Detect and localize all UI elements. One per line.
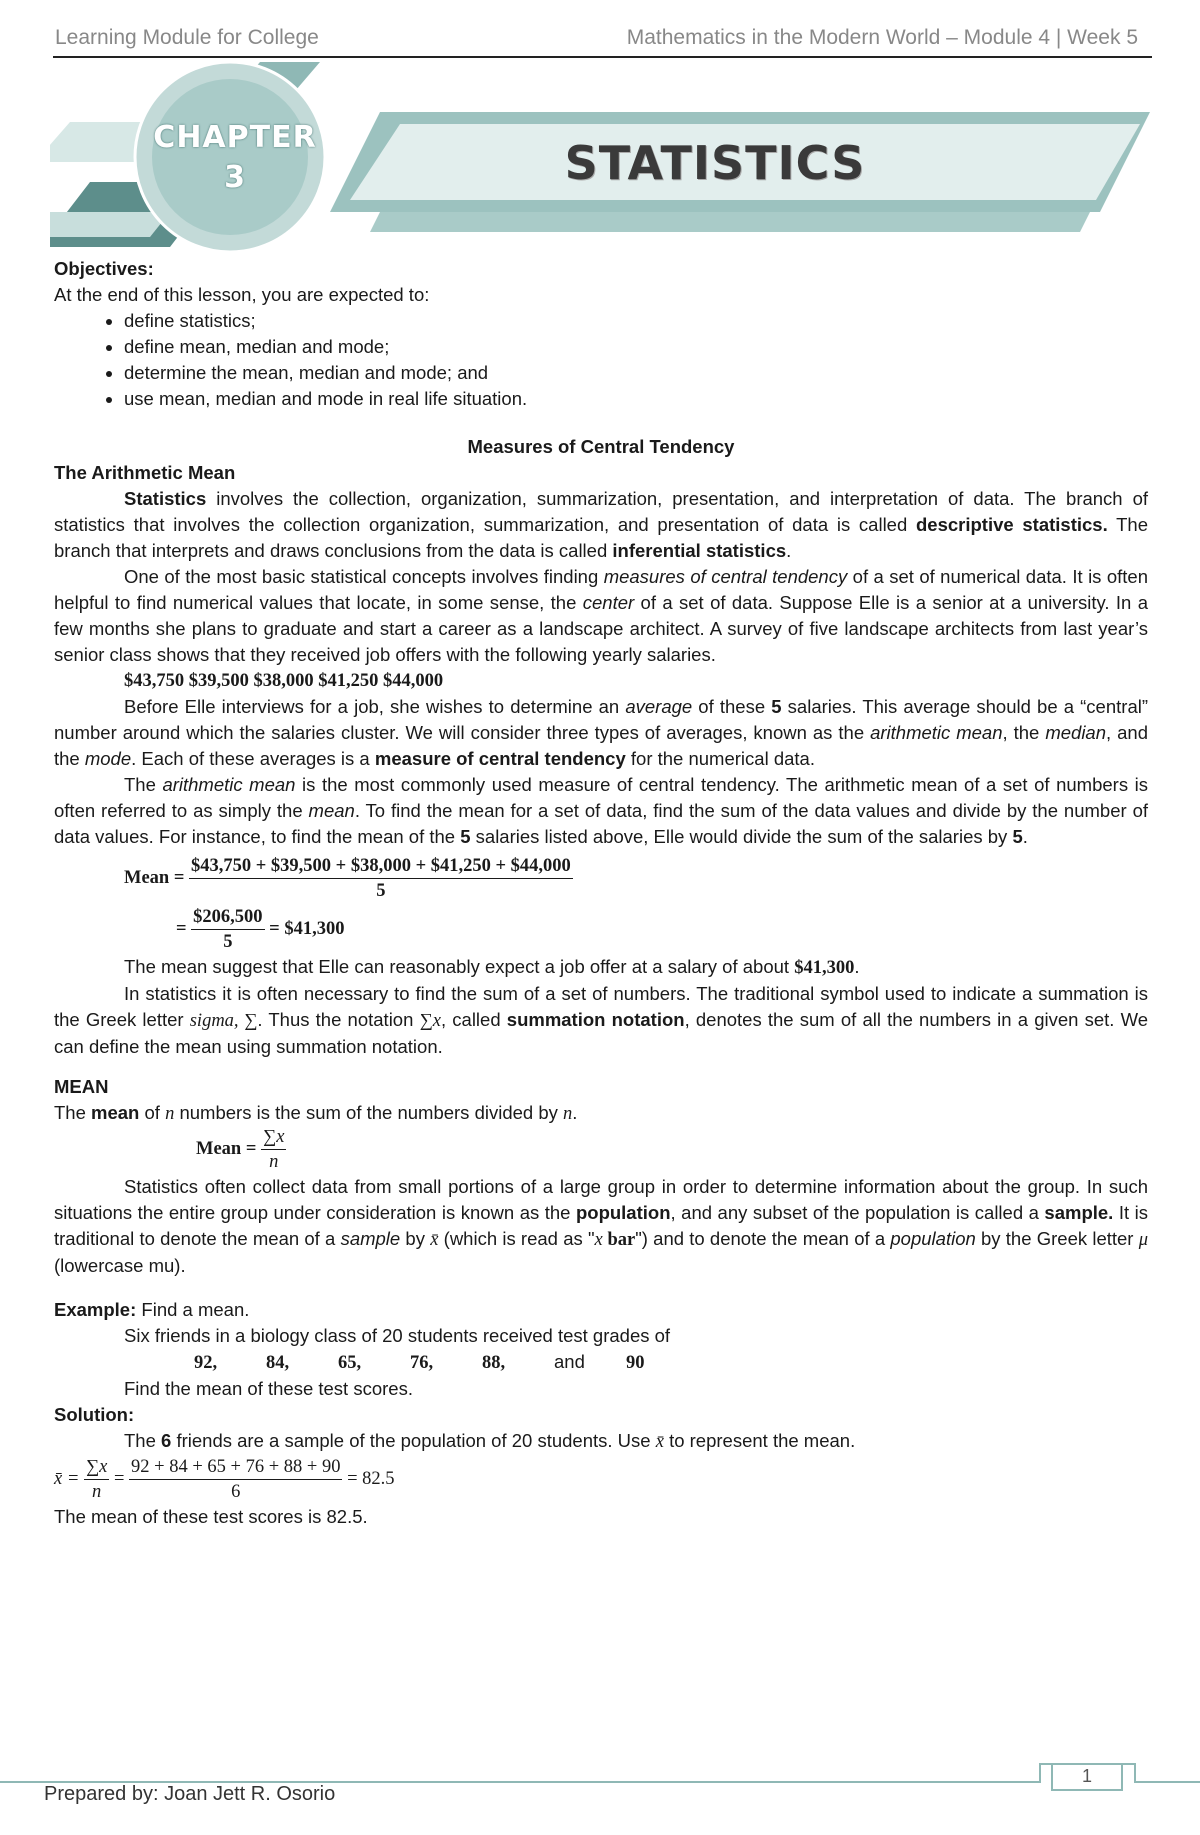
text-span: . bbox=[572, 1102, 578, 1123]
chapter-badge-text bbox=[145, 118, 325, 198]
equals-sign: = bbox=[113, 1468, 125, 1489]
text-span: Statistics often collect data from small portions of a large group in order to determine information about the group. In such situations the entire group under consideration is known as the bbox=[54, 1176, 1148, 1223]
objective-item: • determine the mean, median and mode; and bbox=[124, 360, 1148, 386]
text-span: of bbox=[139, 1102, 166, 1123]
equation-label: Mean = bbox=[124, 867, 185, 888]
score-value: 92, bbox=[194, 1353, 218, 1373]
objective-item: • define mean, median and mode; bbox=[124, 334, 1148, 360]
sum-fraction bbox=[191, 905, 264, 954]
number-six: 6 bbox=[161, 1430, 172, 1451]
variable-n: n bbox=[165, 1104, 175, 1124]
fraction-numerator: $206,500 bbox=[191, 905, 264, 930]
score-value: 88, bbox=[482, 1353, 506, 1373]
term-sigma: sigma, ∑ bbox=[189, 1011, 258, 1031]
fraction-denominator: n bbox=[92, 1482, 102, 1502]
symbol-mu: μ bbox=[1138, 1230, 1148, 1250]
symbol-x-bar: x̄ bbox=[655, 1432, 664, 1452]
term-mode: mode bbox=[84, 748, 132, 769]
text-span: of a set of numerical data. It is often helpful to find numerical values that locate, in some sense, the bbox=[54, 566, 1149, 613]
term-arithmetic-mean: arithmetic mean bbox=[162, 774, 296, 795]
term-descriptive: descriptive statistics. bbox=[915, 514, 1108, 535]
page-number: 1 bbox=[1081, 1766, 1092, 1786]
text-span: (which is read as " bbox=[438, 1228, 595, 1249]
fraction-numerator: ∑x bbox=[84, 1455, 109, 1480]
term-population-italic: population bbox=[890, 1228, 976, 1249]
text-span: , and the bbox=[54, 722, 1148, 769]
fraction-numerator: $43,750 + $39,500 + $38,000 + $41,250 + $44,000 bbox=[189, 854, 573, 879]
solution-conclusion: The mean of these test scores is 82.5. bbox=[54, 1506, 368, 1527]
text-span: friends are a sample of the population of 20 students. Use bbox=[171, 1430, 656, 1451]
example-label: Example: bbox=[54, 1299, 137, 1320]
text-span: , denotes the sum of all the numbers in a given set. We can define the mean using summation notation. bbox=[54, 1009, 1148, 1057]
text-span: . Thus the notation bbox=[257, 1009, 420, 1030]
scores-fraction bbox=[129, 1455, 342, 1504]
section-title: Measures of Central Tendency bbox=[467, 436, 735, 457]
text-span: (lowercase mu). bbox=[54, 1255, 186, 1276]
mean-formula bbox=[54, 1125, 1148, 1174]
example-scores bbox=[54, 1349, 1148, 1376]
solution-equation bbox=[54, 1455, 1148, 1504]
chapter-title: STATISTICS bbox=[564, 136, 866, 190]
objective-item: • define statistics; bbox=[124, 308, 1148, 334]
word-bar: bar bbox=[602, 1230, 636, 1250]
arithmetic-mean-heading: The Arithmetic Mean bbox=[54, 462, 236, 483]
sum-over-n-fraction bbox=[84, 1455, 109, 1504]
score-conjunction: and bbox=[554, 1351, 585, 1372]
equation-result: = $41,300 bbox=[269, 918, 345, 939]
text-span: salaries. This average should be a “central” number around which the salaries cluster. We will consider three types of averages, known as the bbox=[54, 696, 1148, 743]
symbol-x: x bbox=[594, 1230, 603, 1250]
objectives-heading: Objectives: bbox=[54, 258, 154, 279]
banner-ribbon-light-bottom bbox=[50, 212, 170, 237]
term-statistics: Statistics bbox=[124, 488, 207, 509]
term-measure-central: measure of central tendency bbox=[374, 748, 626, 769]
number-five: 5 bbox=[460, 826, 471, 847]
text-span: The bbox=[124, 774, 163, 795]
paragraph-central-tendency bbox=[54, 564, 1148, 668]
chapter-word: CHAPTER bbox=[153, 120, 317, 155]
mean-salary-equation bbox=[54, 854, 1148, 903]
text-span: , and any subset of the population is called a bbox=[670, 1202, 1045, 1223]
paragraph-arithmetic-mean bbox=[54, 772, 1148, 850]
text-span: by bbox=[400, 1228, 431, 1249]
text-span: The bbox=[124, 1430, 162, 1451]
text-span: salaries listed above, Elle would divide the sum of the salaries by bbox=[470, 826, 1013, 847]
score-value: 65, bbox=[338, 1353, 362, 1373]
fraction-denominator: n bbox=[269, 1152, 279, 1172]
equation-result: = 82.5 bbox=[347, 1468, 395, 1489]
text-span: is the most commonly used measure of central tendency. The arithmetic mean of a set of numbers is often referred to as simply the bbox=[54, 774, 1148, 821]
paragraph-population-sample bbox=[54, 1174, 1148, 1279]
mean-definition bbox=[54, 1100, 1148, 1127]
text-span: . bbox=[1022, 826, 1028, 847]
text-span: One of the most basic statistical concepts involves finding bbox=[124, 566, 604, 587]
fraction-denominator: 6 bbox=[231, 1482, 241, 1502]
objectives-intro: At the end of this lesson, you are expected to: bbox=[54, 284, 430, 305]
fraction-denominator: 5 bbox=[223, 932, 233, 952]
mean-heading: MEAN bbox=[54, 1076, 109, 1097]
number-five: 5 bbox=[1012, 826, 1023, 847]
score-value: 76, bbox=[410, 1353, 434, 1373]
term-population: population bbox=[575, 1202, 671, 1223]
term-center: center bbox=[582, 592, 635, 613]
text-span: involves the collection, organization, summarization, presentation, and interpretation of data. The branch of statistics that involves the collection organization, summarization, and presentation of data is called bbox=[54, 488, 1148, 535]
text-span: ") and to denote the mean of a bbox=[635, 1228, 891, 1249]
term-measures: measures of central tendency bbox=[603, 566, 848, 587]
text-span: . Each of these averages is a bbox=[131, 748, 375, 769]
term-inferential: inferential statistics bbox=[612, 540, 787, 561]
text-span: It is traditional to denote the mean of a bbox=[54, 1202, 1148, 1249]
fraction-numerator: 92 + 84 + 65 + 76 + 88 + 90 bbox=[129, 1455, 342, 1480]
example-title: Find a mean. bbox=[136, 1299, 250, 1320]
text-span: of a set of data. Suppose Elle is a senior at a university. In a few months she plans to graduate and start a career as a landscape architect. A survey of five landscape architects from last year’s senior class shows that they received job offers with the following yearly salaries. bbox=[54, 592, 1148, 665]
text-span: . To find the mean for a set of data, find the sum of the data values and divide by the number of data values. For instance, to find the mean of the bbox=[54, 800, 1148, 847]
term-sample: sample. bbox=[1044, 1202, 1114, 1223]
chapter-number: 3 bbox=[224, 160, 246, 195]
text-span: In statistics it is often necessary to find the sum of a set of numbers. The traditional symbol used to indicate a summation is the Greek letter bbox=[54, 983, 1148, 1030]
number-five: 5 bbox=[771, 696, 782, 717]
banner-underline bbox=[370, 212, 1090, 232]
text-span: , called bbox=[440, 1009, 507, 1030]
term-median: median bbox=[1045, 722, 1107, 743]
text-span: Before Elle interviews for a job, she wishes to determine an bbox=[124, 696, 626, 717]
paragraph-mean-suggest bbox=[54, 954, 1148, 981]
module-content bbox=[54, 256, 1148, 1530]
footer-line-shape bbox=[0, 1764, 1200, 1782]
equation-label: Mean = bbox=[196, 1138, 257, 1159]
text-span: for the numerical data. bbox=[625, 748, 815, 769]
term-summation-notation: summation notation bbox=[506, 1009, 685, 1030]
text-span: The bbox=[54, 1102, 92, 1123]
header-left: Learning Module for College bbox=[55, 26, 319, 49]
term-sum-x: ∑x bbox=[419, 1011, 441, 1031]
term-average: average bbox=[625, 696, 693, 717]
prepared-by: Prepared by: Joan Jett R. Osorio bbox=[44, 1783, 336, 1805]
mean-salary-result bbox=[54, 905, 1148, 954]
score-value: 90 bbox=[626, 1353, 645, 1373]
term-mean: mean bbox=[308, 800, 355, 821]
objective-item: • use mean, median and mode in real life situation. bbox=[124, 386, 1148, 412]
example-heading bbox=[54, 1297, 1148, 1323]
value-mean-salary: $41,300 bbox=[794, 958, 855, 978]
solution-text bbox=[54, 1428, 1148, 1455]
term-mean: mean bbox=[91, 1102, 140, 1123]
text-span: . bbox=[786, 540, 792, 561]
text-span: to represent the mean. bbox=[663, 1430, 856, 1451]
text-span: of these bbox=[692, 696, 772, 717]
header-right: Mathematics in the Modern World – Module 4 | Week 5 bbox=[626, 26, 1138, 49]
score-value: 84, bbox=[266, 1353, 290, 1373]
equals-sign: = bbox=[176, 918, 187, 939]
term-arithmetic-mean: arithmetic mean bbox=[870, 722, 1003, 743]
text-span: The mean suggest that Elle can reasonably expect a job offer at a salary of about bbox=[124, 956, 795, 977]
example-task: Find the mean of these test scores. bbox=[124, 1378, 413, 1399]
mean-fraction bbox=[261, 1125, 286, 1174]
text-span: . bbox=[854, 956, 860, 977]
paragraph-averages bbox=[54, 694, 1148, 772]
text-span: The branch that interprets and draws conclusions from the data is called bbox=[54, 514, 1148, 561]
text-span: by the Greek letter bbox=[975, 1228, 1139, 1249]
text-span: , the bbox=[1002, 722, 1046, 743]
term-sample-italic: sample bbox=[340, 1228, 401, 1249]
paragraph-statistics-definition bbox=[54, 486, 1148, 564]
salary-fraction bbox=[189, 854, 573, 903]
example-intro: Six friends in a biology class of 20 students received test grades of bbox=[124, 1325, 671, 1346]
page-header bbox=[53, 26, 1152, 58]
salary-list: $43,750 $39,500 $38,000 $41,250 $44,000 bbox=[124, 671, 444, 691]
objectives-list bbox=[54, 308, 1148, 412]
fraction-numerator: ∑x bbox=[261, 1125, 286, 1150]
equation-lhs: x̄ = bbox=[54, 1468, 80, 1489]
fraction-denominator: 5 bbox=[376, 881, 386, 901]
variable-n: n bbox=[563, 1104, 573, 1124]
text-span: numbers is the sum of the numbers divided by bbox=[174, 1102, 564, 1123]
solution-heading: Solution: bbox=[54, 1404, 135, 1425]
paragraph-summation bbox=[54, 981, 1148, 1060]
symbol-x-bar: x̄ bbox=[430, 1230, 439, 1250]
